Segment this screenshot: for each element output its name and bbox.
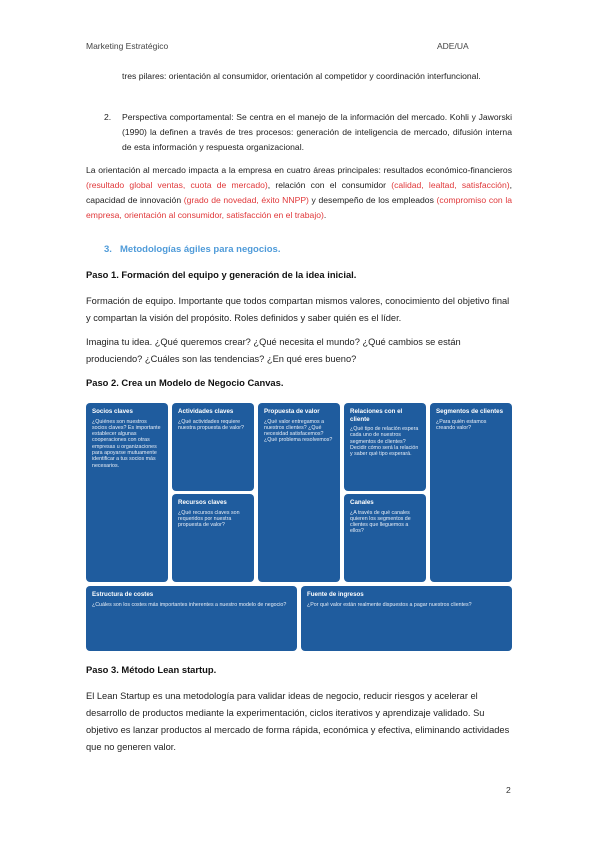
- key-activities-title: Actividades claves: [178, 408, 234, 415]
- section-number: 3.: [104, 244, 112, 255]
- step-1-title: Paso 1. Formación del equipo y generación de la idea inicial.: [86, 269, 357, 280]
- customer-relationships-title: Relaciones con el cliente: [350, 408, 403, 423]
- list-item-2-text: Perspectiva comportamental: Se centra en el manejo de la información del mercado. Kohli y Jaworski (1990) la definen a través de tres procesos: generación de inteligencia de mercado, difusión interna de esta información y respuesta organizacional.: [122, 112, 512, 152]
- impact-highlight-innovation: (grado de novedad, éxito NNPP): [183, 195, 309, 205]
- cost-structure-title: Estructura de costes: [92, 591, 154, 598]
- impact-text-1: La orientación al mercado impacta a la empresa en cuatro áreas principales: resultados económico-financieros: [86, 165, 512, 175]
- canvas-value-proposition: [258, 403, 340, 582]
- impact-highlight-consumer: (calidad, lealtad, satisfacción): [391, 180, 510, 190]
- list-number-2: 2.: [104, 112, 112, 122]
- channels-title: Canales: [350, 499, 374, 506]
- key-resources-text: ¿Qué recursos claves son requeridos por nuestra propuesta de valor?: [178, 509, 240, 529]
- impact-text-2: , relación con el consumidor: [267, 180, 392, 190]
- channels-text: ¿A través de qué canales quieren los segmentos de clientes que lleguemos a ellos?: [350, 509, 411, 535]
- value-proposition-text: ¿Qué valor entregamos a nuestros clientes? ¿Qué necesidad satisfacemos? ¿Qué problema resolvemos?: [264, 418, 333, 444]
- impact-highlight-employees: (compromiso con la empresa, orientación al consumidor, satisfacción en el trabajo): [86, 195, 513, 220]
- key-activities-text: ¿Qué actividades requiere nuestra propuesta de valor?: [178, 418, 244, 431]
- canvas-cost-structure: [86, 586, 297, 651]
- value-proposition-title: Propuesta de valor: [264, 408, 320, 415]
- step-1-idea-paragraph: Imagina tu idea. ¿Qué queremos crear? ¿Qué necesita el mundo? ¿Qué cambios se están produciendo? ¿Cuáles son las tendencias? ¿En qué eres bueno?: [86, 337, 461, 364]
- section-heading: [104, 244, 280, 255]
- canvas-customer-segments: [430, 403, 512, 582]
- step-3-title: Paso 3. Método Lean startup.: [86, 664, 217, 675]
- key-resources-title: Recursos claves: [178, 499, 227, 506]
- canvas-key-resources: [172, 494, 254, 582]
- canvas-key-activities: [172, 403, 254, 491]
- header-course-title: Marketing Estratégico: [86, 41, 169, 51]
- market-orientation-impact-paragraph: [86, 163, 512, 223]
- customer-segments-title: Segmentos de clientes: [436, 408, 504, 415]
- canvas-key-partners: [86, 403, 168, 582]
- step-1-team-paragraph: Formación de equipo. Importante que todos compartan mismos valores, conocimiento del objetivo final y compartan la visión del propósito. Roles definidos y saber quién es el líder.: [86, 296, 510, 323]
- revenue-streams-text: ¿Por qué valor están realmente dispuestos a pagar nuestros clientes?: [307, 601, 472, 608]
- list-item-1-continuation: tres pilares: orientación al consumidor, orientación al competidor y coordinación interfuncional.: [122, 71, 481, 81]
- customer-relationships-text: ¿Qué tipo de relación espera cada uno de nuestros segmentos de clientes? Decidir cómo será la relación y saber qué tipo esperará.: [350, 426, 419, 458]
- key-partners-title: Socios claves: [92, 408, 133, 415]
- page-number: 2: [506, 785, 511, 795]
- revenue-streams-title: Fuente de ingresos: [307, 591, 364, 598]
- impact-text-4: y desempeño de los empleados: [308, 195, 437, 205]
- business-model-canvas: [86, 403, 512, 651]
- section-title: Metodologías ágiles para negocios.: [120, 244, 281, 255]
- canvas-channels: [344, 494, 426, 582]
- impact-text-5: .: [323, 210, 327, 220]
- step-3-lean-paragraph: El Lean Startup es una metodología para validar ideas de negocio, reducir riesgos y acelerar el desarrollo de productos mediante la experimentación, ciclos iterativos y aprendizaje validado. Su objetivo es lanzar productos al mercado de forma rápida, económica y efectiva, eliminando actividades que no generen valor.: [86, 691, 510, 752]
- customer-segments-text: ¿Para quién estamos creando valor?: [436, 418, 487, 431]
- impact-text-3: , capacidad de innovación: [86, 180, 512, 205]
- cost-structure-text: ¿Cuáles son los costes más importantes inherentes a nuestro modelo de negocio?: [92, 601, 287, 608]
- canvas-revenue-streams: [301, 586, 512, 651]
- canvas-customer-relationships: [344, 403, 426, 491]
- impact-highlight-financial: (resultado global ventas, cuota de mercado): [86, 180, 268, 190]
- header-degree: ADE/UA: [437, 41, 469, 51]
- step-2-title: Paso 2. Crea un Modelo de Negocio Canvas.: [86, 377, 284, 388]
- key-partners-text: ¿Quiénes son nuestros socios claves? Es importante establecer algunas cooperaciones con otras empresas u organizaciones para apoyarse mutuamente identificar a tus socios más necesarios.: [92, 418, 161, 469]
